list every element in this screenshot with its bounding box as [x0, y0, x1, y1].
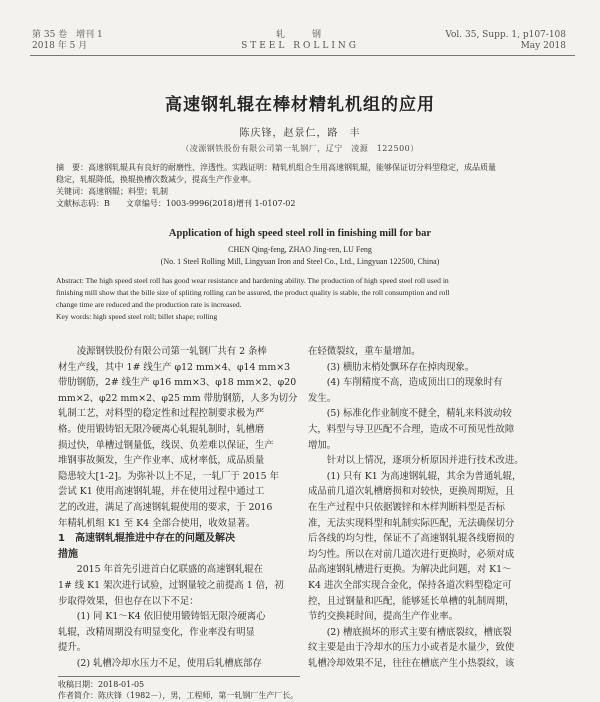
body-line: 材生产线，其中 1# 线生产 φ12 mm×4、φ14 mm×3 [58, 361, 291, 373]
body-line: 2015 年首先引进首白亿联盛的高速钢轧辊在 [58, 564, 263, 576]
body-line: 在轻微裂纹，重车量增加。 [308, 346, 421, 357]
body-line: 准，无法实现料型和轧制实际匹配，无法确保切分 [308, 517, 515, 529]
classification-line: 文献标志码：B 文章编号：1003-9996(2018)增刊 1-0107-02 [56, 199, 296, 208]
body-line: 轧槽冷却效果不足，往往在槽底产生小热裂纹，该 [308, 657, 515, 669]
body-right-column [308, 344, 550, 671]
body-line: (1) 只有 K1 为高速钢轧辊，其余为普通轧辊， [308, 470, 522, 482]
body-line: 艺的改进，满足了高速钢轧辊使用的要求，于 2016 [58, 501, 273, 513]
body-line: 堆钢事故频发，生产作业率、成材率低，成品质量 [58, 455, 265, 467]
journal-name-en: STEEL ROLLING [241, 41, 359, 51]
body-line: (3) 横肋末梢处飘环存在掉肉现象。 [308, 361, 475, 373]
body-line: K4 进次全部实现合金化，保持各道次料型稳定可 [308, 579, 512, 591]
header-rule [30, 55, 575, 56]
section-heading-1-cont: 措施 [58, 548, 78, 560]
body-line: 带肋钢筋，2# 线生产 φ16 mm×3、φ18 mm×2、φ20 [58, 377, 297, 389]
body-line: (5) 标准化作业制度不健全，精轧来料波动较 [308, 408, 512, 420]
body-line: 年精轧机组 K1 至 K4 全部合使用，收效显著。 [58, 517, 256, 529]
english-title: Application of high speed steel roll in finishing mill for bar [168, 228, 432, 239]
english-keywords: Key words: high speed steel roll; billet shape; rolling [56, 312, 218, 321]
english-abstract-line: Abstract: The high speed steel roll has good wear resistance and hardening ability. The production of high speed steel roll used in [56, 276, 449, 285]
paper-authors: 陈庆锋，赵景仁，路 丰 [239, 128, 361, 139]
body-line: 在生产过程中只依据镀锌和木样判断料型是否标 [308, 501, 505, 513]
english-abstract-line: finishing mill show that the bille size of spliting rolling can be assured, the product quality is stable, the roll consumption and roll [56, 288, 450, 297]
english-abstract-line: change time are reduced and the production rate is increased. [56, 300, 242, 309]
journal-pages [445, 30, 566, 52]
body-line: 成品前几道次轧槽磨损和对较快，更换周期短，且 [308, 486, 515, 498]
body-line: 尝试 K1 使用高速钢轧辊，并在使用过程中通过工 [58, 486, 265, 498]
journal-name-cn: 轧 钢 [275, 30, 324, 40]
section-heading-1: 1 高速钢轧辊推进中存在的问题及解决 [58, 533, 235, 545]
journal-date-line: 2018 年 5 月 [32, 41, 88, 51]
abstract-cn-line: 稳定，轧辊降低，换辊换槽次数减少，提高生产作业率。 [56, 175, 256, 184]
body-line: (2) 槽底损坏的形式主要有槽底裂纹，槽底裂 [308, 626, 512, 638]
body-line: 轧辊，改精周期没有明显变化，作业率没有明显 [58, 626, 255, 638]
body-line: 纹主要是由于冷却水的压力小或者是水量少，致使 [308, 642, 515, 654]
body-line: 1# 线 K1 架次进行试验，过钢量较之前提高 1 倍，初 [58, 579, 284, 591]
body-line: 大，料型与导卫匹配不合理，造成不可预见性故障 [308, 423, 515, 435]
body-line: (1) 同 K1～K4 依旧使用锻铸铝无限冷硬离心 [58, 611, 266, 623]
abstract-cn [56, 162, 546, 210]
english-affiliation: (No. 1 Steel Rolling Mill, Lingyuan Iron and Steel Co., Ltd., Lingyuan 122500, China) [160, 257, 440, 266]
journal-pages-line: Vol. 35, Supp. 1, p107-108 [445, 30, 566, 40]
abstract-cn-line: 摘 要：高速钢轧辊具有良好的耐磨性、淬透性。实践证明：精轧机组合生用高速钢轧辊，能够保证切分料型稳定，成品质量 [56, 163, 496, 172]
english-abstract [56, 275, 546, 323]
paper-affiliation: （凌源钢铁股份有限公司第一轧钢厂，辽宁 凌源 122500） [181, 144, 419, 153]
body-line: (4) 车削精度不高，造成顶出口的现象时有 [308, 377, 503, 389]
journal-month-line: May 2018 [520, 41, 566, 51]
body-line: 均匀性。所以在对前几道次进行更换时，必须对成 [308, 548, 515, 560]
english-authors: CHEN Qing-feng, ZHAO Jing-ren, LU Feng [228, 245, 372, 254]
body-line: 后各线的均匀性，保证不了高速钢轧辊各线磨损的 [308, 533, 515, 545]
body-line: 凌源钢铁股份有限公司第一轧钢厂共有 2 条棒 [58, 346, 267, 357]
author-bio: 作者简介：陈庆锋（1982－），男，工程师，第一轧钢厂生产厂长。 [58, 691, 299, 700]
body-line: 针对以上情况，逐项分析原因并进行技术改进。 [308, 455, 524, 467]
body-line: 格。使用锻铸铝无限冷硬离心轧辊轧制时，轧槽磨 [58, 423, 265, 435]
body-line: 损过快，单槽过钢量低，线误、负差难以保证，生产 [58, 439, 274, 451]
paper-title: 高速钢轧辊在棒材精轧机组的应用 [165, 95, 435, 115]
body-line: 提升。 [58, 642, 87, 654]
body-line: mm×2、φ22 mm×2、φ25 mm 带肋钢筋，人多为切分 [58, 392, 298, 404]
footnote-rule [58, 676, 300, 677]
body-line: 节约交换耗时间，提高生产作业率。 [308, 611, 459, 623]
body-line: 轧制工艺，对料型的稳定性和过程控制要求极为严 [58, 408, 265, 420]
body-line: 隐患较大[1-2]。为弥补以上不足，一轧厂于 2015 年 [58, 470, 279, 482]
body-line: 增加。 [308, 439, 337, 451]
body-line: 步取得效果，但也存在以下不足： [58, 595, 199, 607]
keywords-cn: 关键词：高速钢辊；料型；轧制 [56, 187, 168, 196]
body-line: 控，且过钢量和匹配，能够延长单槽的轧制周期， [308, 595, 515, 607]
body-left-column [58, 344, 300, 671]
body-line: 发生。 [308, 392, 337, 404]
journal-volume-line: 第 35 卷 增刊 1 [32, 30, 103, 40]
body-line: (2) 轧槽冷却水压力不足，使用后轧槽底部存 [58, 657, 262, 669]
body-line: 品高速钢轧槽进行更换。为解决此问题，对 K1～ [308, 564, 512, 576]
received-date: 收稿日期：2018-01-05 [58, 680, 145, 689]
